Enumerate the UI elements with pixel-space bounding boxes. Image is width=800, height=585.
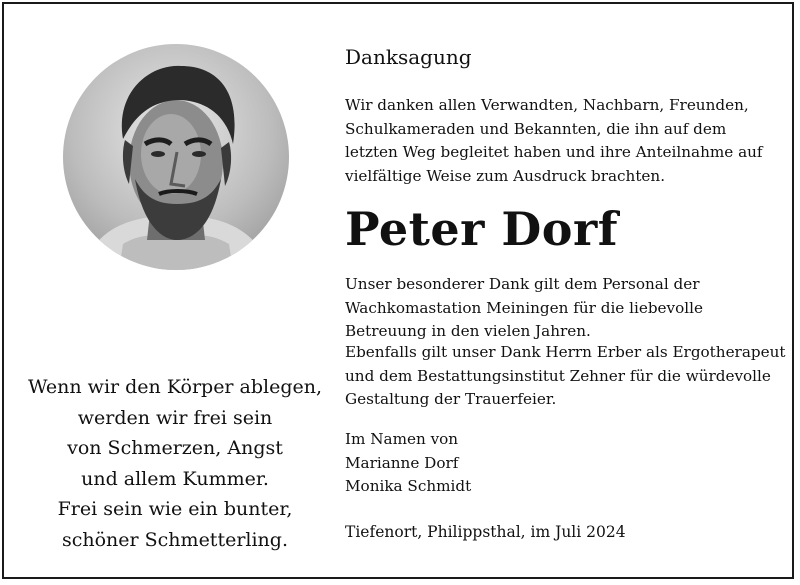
text-line: Wachkomastation Meiningen für die liebevolle <box>345 298 703 317</box>
notice-heading: Danksagung <box>345 45 472 69</box>
thanks-staff-paragraph <box>345 273 703 344</box>
poem-line: werden wir frei sein <box>77 406 273 429</box>
signatories <box>345 428 471 499</box>
text-line: Wir danken allen Verwandten, Nachbarn, Freunden, <box>345 96 749 114</box>
portrait-photo <box>63 44 289 270</box>
poem-line: von Schmerzen, Angst <box>67 437 283 459</box>
signatory-name: Monika Schmidt <box>345 477 472 495</box>
poem-line: schöner Schmetterling. <box>61 528 288 551</box>
portrait-image <box>63 44 289 270</box>
deceased-name: Peter Dorf <box>345 202 618 256</box>
poem <box>20 372 330 555</box>
text-line: vielfältige Weise zum Ausdruck brachten. <box>345 166 666 185</box>
place-date: Tiefenort, Philippsthal, im Juli 2024 <box>345 523 626 541</box>
text-line: Ebenfalls gilt unser Dank Herrn Erber als Ergotherapeut <box>345 343 786 361</box>
text-line: letzten Weg begleitet haben und ihre Anteilnahme auf <box>345 143 763 161</box>
poem-line: Wenn wir den Körper ablegen, <box>27 376 323 398</box>
text-line: Schulkameraden und Bekannten, die ihn auf dem <box>345 119 727 138</box>
text-line: Gestaltung der Trauerfeier. <box>345 390 557 408</box>
signatory-intro: Im Namen von <box>345 430 459 448</box>
thanks-others-paragraph <box>345 341 785 412</box>
poem-line: und allem Kummer. <box>81 467 269 490</box>
signatory-name: Marianne Dorf <box>345 453 459 472</box>
poem-line: Frei sein wie ein bunter, <box>57 498 293 520</box>
text-line: Betreuung in den vielen Jahren. <box>345 322 591 340</box>
thanks-general-paragraph <box>345 94 763 188</box>
text-line: Unser besonderer Dank gilt dem Personal der <box>345 275 700 293</box>
text-line: und dem Bestattungsinstitut Zehner für die würdevolle <box>345 366 771 385</box>
